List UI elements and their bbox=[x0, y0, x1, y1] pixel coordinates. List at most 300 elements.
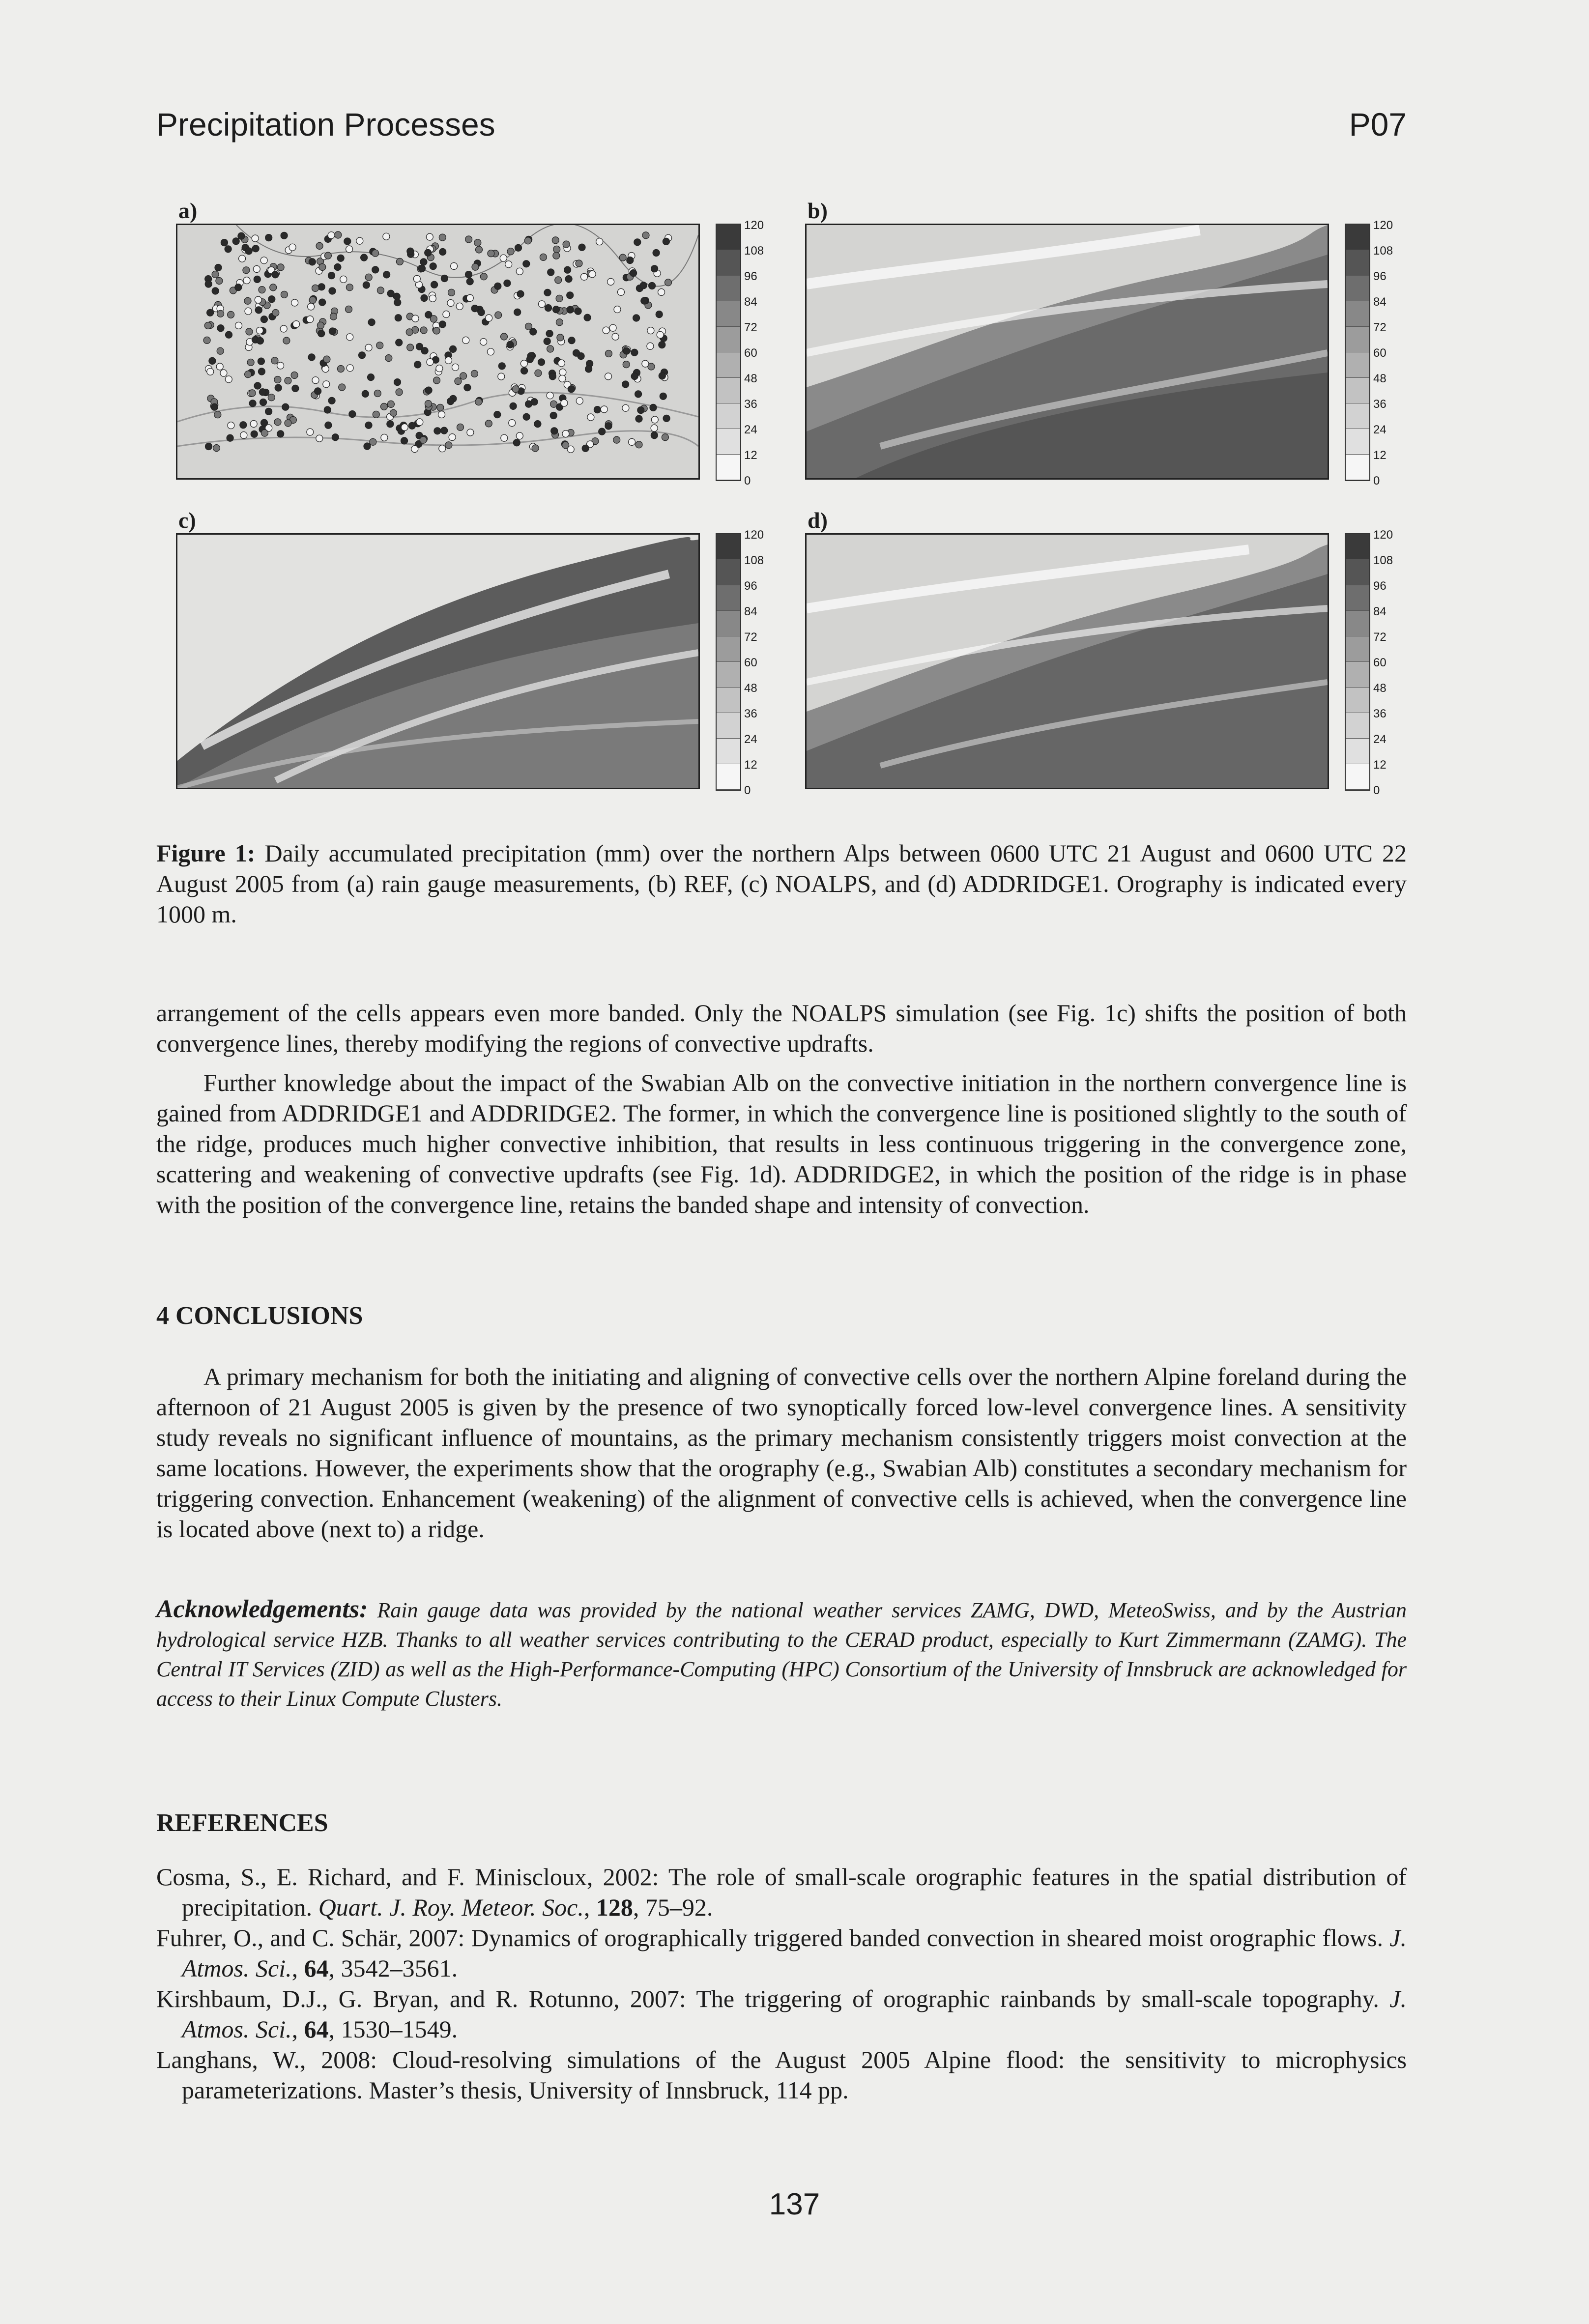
gauge-dot bbox=[525, 401, 532, 407]
map-addridge-svg bbox=[807, 535, 1328, 788]
gauge-dot bbox=[466, 294, 473, 301]
gauge-dot bbox=[240, 422, 247, 429]
gauge-dot bbox=[349, 411, 356, 418]
acknowledgements bbox=[156, 1595, 1407, 1714]
colorbar-segment bbox=[717, 455, 740, 480]
panel-label: a) bbox=[178, 198, 198, 223]
ack-text: Rain gauge data was provided by the national weather services ZAMG, DWD, MeteoSwiss, and by the Austrian hydrological service HZB. Thanks to all weather services contributing to the CERAD product, especially to Kurt Zimmermann (ZAMG). The Central IT Services (ZID) as well as the High-Performance-Computing (HPC) Consortium of the University of Innsbruck are acknowledged for access to their Linux Compute Clusters. bbox=[156, 1598, 1407, 1711]
gauge-dot bbox=[429, 295, 436, 302]
gauge-dot bbox=[565, 276, 572, 283]
gauge-dot bbox=[394, 379, 401, 386]
colorbar-tick-label: 36 bbox=[744, 707, 757, 720]
gauge-dot bbox=[317, 322, 324, 329]
gauge-dot bbox=[437, 404, 444, 411]
gauge-dot bbox=[274, 419, 281, 426]
gauge-dot bbox=[421, 347, 428, 354]
gauge-dot bbox=[213, 445, 220, 452]
gauge-dot bbox=[601, 406, 607, 413]
colorbar-tick-label: 36 bbox=[1373, 707, 1387, 720]
gauge-dot bbox=[254, 276, 260, 283]
gauge-dot bbox=[581, 273, 588, 280]
gauge-dot bbox=[328, 272, 335, 279]
gauge-dot bbox=[657, 331, 664, 338]
colorbar-segment bbox=[1346, 301, 1369, 327]
gauge-dot bbox=[289, 244, 296, 251]
colorbar-tick-label: 84 bbox=[744, 295, 757, 309]
paragraph-text: arrangement of the cells appears even more banded. Only the NOALPS simulation (see Fig. 1c) shifts the position of both convergence lines, thereby modifying the regions of convective updrafts. bbox=[156, 999, 1407, 1057]
gauge-dot bbox=[467, 429, 474, 436]
gauge-dot bbox=[516, 268, 523, 275]
panel-c bbox=[156, 501, 785, 796]
gauge-dot bbox=[439, 445, 446, 452]
gauge-dot bbox=[485, 420, 492, 427]
gauge-dot bbox=[212, 271, 219, 278]
panel-label: d) bbox=[808, 508, 828, 533]
gauge-dot bbox=[425, 387, 432, 394]
gauge-dot bbox=[401, 424, 408, 430]
gauge-dot bbox=[275, 384, 282, 391]
gauge-dot bbox=[658, 289, 665, 296]
gauge-dot bbox=[420, 436, 427, 443]
gauge-dot bbox=[642, 232, 649, 239]
gauge-dot bbox=[642, 360, 649, 367]
colorbar-tick-label: 72 bbox=[1373, 631, 1387, 644]
paragraph bbox=[156, 1361, 1407, 1544]
colorbar-ticks bbox=[744, 528, 783, 797]
gauge-dot bbox=[507, 248, 514, 255]
gauge-dot bbox=[420, 258, 427, 265]
gauge-dot bbox=[243, 267, 250, 274]
gauge-dot bbox=[370, 438, 376, 445]
gauge-dot bbox=[319, 264, 326, 271]
gauge-dot bbox=[340, 276, 347, 283]
colorbar-segment bbox=[717, 662, 740, 688]
colorbar-tick-label: 48 bbox=[1373, 372, 1387, 385]
gauge-dot bbox=[594, 406, 601, 413]
gauge-dot bbox=[462, 337, 469, 344]
colorbar-segment bbox=[1346, 636, 1369, 662]
gauge-dot bbox=[395, 315, 402, 321]
gauge-dot bbox=[547, 345, 554, 352]
gauge-dot bbox=[557, 334, 564, 341]
colorbar-tick-label: 60 bbox=[1373, 346, 1387, 360]
gauge-dot bbox=[406, 329, 413, 336]
gauge-dot bbox=[324, 252, 331, 259]
gauge-dot bbox=[636, 441, 642, 448]
gauge-dot bbox=[445, 442, 452, 449]
gauge-dot bbox=[245, 248, 252, 255]
gauge-dot bbox=[243, 277, 250, 284]
ref-authors: Cosma, S., E. Richard, and F. Miniscloux, 2002: The role of small-scale orographic features in the spatial distribution of precipitation. bbox=[156, 1863, 1407, 1921]
gauge-dot bbox=[411, 446, 418, 453]
map-noalps-svg bbox=[177, 535, 698, 788]
gauge-dot bbox=[596, 238, 603, 245]
colorbar-tick-label: 96 bbox=[744, 270, 757, 283]
gauge-dot bbox=[465, 236, 472, 243]
gauge-dot bbox=[215, 264, 222, 271]
gauge-dot bbox=[622, 381, 629, 388]
gauge-dot bbox=[546, 330, 553, 337]
figure-1 bbox=[156, 192, 1415, 806]
gauge-dot bbox=[346, 306, 352, 313]
gauge-dot bbox=[363, 282, 370, 288]
ack-label: Acknowledgements: bbox=[156, 1595, 368, 1623]
colorbar-tick-label: 24 bbox=[744, 733, 757, 746]
gauge-dot bbox=[258, 368, 265, 375]
gauge-dot bbox=[387, 421, 394, 428]
colorbar-tick-label: 12 bbox=[744, 758, 757, 772]
gauge-dot bbox=[647, 343, 654, 349]
gauge-dot bbox=[381, 434, 388, 441]
gauge-dot bbox=[261, 430, 268, 436]
gauge-dot bbox=[434, 428, 441, 434]
colorbar-segment bbox=[717, 739, 740, 764]
colorbar-tick-label: 72 bbox=[1373, 321, 1387, 334]
gauge-dot bbox=[505, 261, 512, 268]
gauge-dot bbox=[640, 282, 647, 289]
gauge-dot bbox=[433, 377, 440, 384]
gauge-dot bbox=[252, 235, 259, 242]
gauge-dot bbox=[587, 414, 594, 421]
gauge-dot bbox=[605, 423, 612, 430]
gauge-dot bbox=[225, 376, 232, 383]
gauge-dot bbox=[238, 232, 245, 239]
gauge-dot bbox=[455, 378, 462, 385]
gauge-dot bbox=[582, 445, 589, 452]
gauge-dot bbox=[551, 428, 558, 434]
gauge-dot bbox=[439, 249, 446, 256]
gauge-dot bbox=[538, 359, 545, 366]
colorbar-segment bbox=[1346, 352, 1369, 378]
paragraph-text: A primary mechanism for both the initiating and aligning of convective cells over the northern Alpine foreland during the afternoon of 21 August 2005 is given by the presence of two synoptically forced low-level convergence lines. A sensitivity study reveals no significant influence of mountains, as the primary mechanism consistently triggers moist convection at the same locations. However, the experiments show that the orography (e.g., Swabian Alb) constitutes a secondary mechanism for triggering convection. Enhancement (weakening) of the alignment of convective cells is achieved, when the convergence line is located above (next to) a ridge. bbox=[156, 1363, 1407, 1543]
gauge-dot bbox=[346, 246, 353, 253]
gauge-dot bbox=[228, 422, 234, 429]
colorbar bbox=[716, 224, 741, 481]
gauge-dot bbox=[559, 375, 566, 382]
gauge-dot bbox=[534, 421, 541, 428]
gauge-dot bbox=[567, 306, 574, 313]
gauge-dot bbox=[209, 357, 216, 364]
gauge-dot bbox=[217, 347, 224, 354]
colorbar-tick-label: 72 bbox=[744, 321, 757, 334]
ref-pages: , 3542–3561. bbox=[328, 1954, 458, 1982]
ref-sep: , bbox=[291, 1954, 304, 1982]
colorbar-segment bbox=[717, 636, 740, 662]
gauge-dot bbox=[315, 388, 321, 395]
gauge-dot bbox=[599, 428, 606, 435]
gauge-dot bbox=[387, 290, 394, 297]
gauge-dot bbox=[471, 305, 478, 312]
gauge-dot bbox=[559, 369, 566, 376]
gauge-dot bbox=[226, 331, 232, 338]
colorbar-segment bbox=[717, 276, 740, 301]
caption-label: Figure 1: bbox=[156, 839, 256, 867]
gauge-dot bbox=[312, 285, 319, 291]
gauge-dot bbox=[390, 409, 397, 416]
reference-item bbox=[156, 1922, 1407, 1983]
gauge-dot bbox=[205, 443, 212, 450]
colorbar-tick-label: 24 bbox=[1373, 733, 1387, 746]
colorbar-tick-label: 24 bbox=[744, 423, 757, 436]
gauge-dot bbox=[426, 233, 433, 240]
gauge-dot bbox=[329, 287, 336, 294]
colorbar-tick-label: 12 bbox=[744, 449, 757, 462]
gauge-dot bbox=[239, 255, 246, 262]
colorbar-tick-label: 108 bbox=[1373, 244, 1393, 258]
gauge-dot bbox=[235, 284, 242, 291]
gauge-dot bbox=[516, 432, 523, 439]
gauge-dot bbox=[387, 401, 394, 407]
colorbar-segment bbox=[1346, 688, 1369, 713]
colorbar-segment bbox=[717, 327, 740, 352]
gauge-dot bbox=[339, 384, 346, 391]
gauge-dot bbox=[368, 374, 375, 381]
gauge-dot bbox=[334, 264, 341, 271]
gauge-dot bbox=[548, 269, 554, 276]
gauge-dot bbox=[256, 327, 263, 334]
gauge-dot bbox=[217, 310, 224, 317]
gauge-dot bbox=[257, 338, 263, 344]
colorbar-tick-label: 0 bbox=[744, 784, 751, 797]
gauge-dot bbox=[346, 284, 353, 291]
panel-a bbox=[156, 192, 785, 487]
gauge-dot bbox=[396, 389, 403, 396]
gauge-dot bbox=[460, 373, 467, 379]
gauge-dot bbox=[605, 373, 612, 380]
gauge-dot bbox=[283, 337, 290, 344]
gauge-dot bbox=[573, 349, 580, 356]
precip-map bbox=[176, 224, 700, 480]
colorbar-segment bbox=[717, 378, 740, 403]
gauge-dot bbox=[649, 283, 656, 289]
colorbar-tick-label: 60 bbox=[1373, 656, 1387, 669]
colorbar-tick-label: 0 bbox=[1373, 784, 1380, 797]
gauge-dot bbox=[365, 274, 372, 281]
ref-journal: Quart. J. Roy. Meteor. Soc. bbox=[318, 1894, 584, 1921]
gauge-dot bbox=[260, 257, 267, 264]
gauge-dot bbox=[362, 390, 369, 397]
colorbar-segment bbox=[717, 560, 740, 585]
gauge-dot bbox=[438, 411, 445, 418]
gauge-dot bbox=[514, 309, 521, 316]
colorbar-tick-label: 48 bbox=[744, 372, 757, 385]
gauge-dot bbox=[538, 301, 545, 308]
gauge-dot bbox=[575, 308, 581, 315]
gauge-dot bbox=[253, 266, 260, 273]
gauge-dot bbox=[512, 386, 519, 393]
ref-volume: 64 bbox=[304, 2015, 329, 2043]
gauge-dot bbox=[576, 398, 583, 404]
colorbar-tick-label: 84 bbox=[1373, 295, 1387, 309]
colorbar-segment bbox=[1346, 250, 1369, 276]
gauge-dot bbox=[408, 422, 415, 429]
gauge-dot bbox=[430, 316, 437, 322]
colorbar-segment bbox=[717, 250, 740, 276]
colorbar-ticks bbox=[1373, 219, 1413, 488]
gauge-dot bbox=[308, 354, 315, 361]
gauge-dot bbox=[344, 238, 351, 245]
gauge-dot bbox=[228, 311, 234, 318]
gauge-dot bbox=[450, 345, 457, 352]
gauge-dot bbox=[603, 327, 609, 334]
gauge-dot bbox=[576, 260, 582, 267]
gauge-dot bbox=[562, 430, 569, 437]
gauge-dot bbox=[252, 245, 259, 252]
colorbar-tick-label: 12 bbox=[1373, 449, 1387, 462]
gauge-dot bbox=[451, 263, 458, 270]
colorbar-tick-label: 0 bbox=[1373, 474, 1380, 488]
gauge-dot bbox=[509, 420, 516, 427]
gauge-dot bbox=[254, 382, 261, 389]
gauge-dot bbox=[507, 341, 514, 348]
gauge-dot bbox=[634, 239, 641, 246]
gauge-dot bbox=[337, 366, 344, 373]
gauge-dot bbox=[401, 437, 408, 444]
section-heading: 4 CONCLUSIONS bbox=[156, 1302, 363, 1330]
gauge-dot bbox=[556, 319, 563, 326]
gauge-dot bbox=[550, 412, 557, 419]
gauge-dot bbox=[545, 305, 552, 312]
gauge-dot bbox=[235, 322, 242, 329]
gauge-dot bbox=[272, 271, 279, 278]
colorbar-tick-label: 120 bbox=[1373, 219, 1393, 232]
colorbar-tick-label: 96 bbox=[1373, 270, 1387, 283]
gauge-dot bbox=[618, 288, 625, 295]
gauge-dot bbox=[589, 271, 596, 278]
gauge-dot bbox=[547, 392, 553, 399]
gauge-dot bbox=[494, 411, 501, 418]
gauge-dot bbox=[501, 333, 508, 340]
gauge-dot bbox=[448, 289, 455, 296]
gauge-dot bbox=[227, 434, 233, 441]
gauge-dot bbox=[291, 299, 298, 306]
colorbar-tick-label: 48 bbox=[1373, 682, 1387, 695]
colorbar-tick-label: 108 bbox=[744, 244, 764, 258]
colorbar-segment bbox=[1346, 403, 1369, 429]
gauge-dot bbox=[504, 280, 511, 287]
references-list bbox=[156, 1862, 1407, 2105]
colorbar-segment bbox=[717, 585, 740, 611]
gauge-dot bbox=[441, 275, 448, 282]
section-title: Precipitation Processes bbox=[156, 106, 495, 143]
gauge-dot bbox=[549, 373, 556, 380]
colorbar-segment bbox=[717, 429, 740, 455]
gauge-dot bbox=[636, 415, 642, 422]
gauge-dot bbox=[659, 342, 665, 348]
gauge-dot bbox=[665, 279, 672, 286]
gauge-dot bbox=[293, 321, 300, 328]
colorbar bbox=[716, 533, 741, 791]
gauge-dot bbox=[521, 368, 528, 374]
gauge-dot bbox=[447, 398, 454, 405]
gauge-dot bbox=[613, 436, 620, 443]
gauge-dot bbox=[488, 250, 494, 257]
caption-text: Daily accumulated precipitation (mm) over the northern Alps between 0600 UTC 21 August and 0600 UTC 22 August 2005 from (a) rain gauge measurements, (b) REF, (c) NOALPS, and (d) ADDRIDGE1. Orography is indicated every 1000 m. bbox=[156, 839, 1407, 928]
gauge-dot bbox=[561, 400, 568, 406]
precip-map bbox=[805, 533, 1329, 789]
gauge-dot bbox=[247, 359, 254, 366]
gauge-dot bbox=[271, 357, 278, 364]
gauge-dot bbox=[330, 313, 337, 320]
gauge-dot bbox=[622, 404, 629, 411]
colorbar-segment bbox=[1346, 611, 1369, 636]
colorbar-segment bbox=[717, 403, 740, 429]
map-gauge-svg bbox=[177, 225, 698, 478]
reference-item bbox=[156, 2044, 1407, 2105]
gauge-dot bbox=[623, 347, 630, 354]
colorbar-segment bbox=[1346, 276, 1369, 301]
gauge-dot bbox=[268, 296, 275, 303]
gauge-dot bbox=[630, 270, 637, 277]
page-number: 137 bbox=[769, 2187, 820, 2221]
gauge-dot bbox=[564, 266, 571, 273]
gauge-dot bbox=[656, 311, 663, 318]
gauge-dot bbox=[515, 244, 522, 251]
gauge-dot bbox=[265, 234, 272, 241]
gauge-dot bbox=[523, 413, 530, 420]
gauge-dot bbox=[447, 300, 454, 307]
colorbar-ticks bbox=[744, 219, 783, 488]
gauge-dot bbox=[205, 281, 212, 287]
gauge-dot bbox=[623, 361, 630, 368]
gauge-dot bbox=[292, 385, 299, 392]
reference-item bbox=[156, 1983, 1407, 2044]
gauge-dot bbox=[524, 237, 531, 244]
gauge-dot bbox=[250, 421, 257, 428]
gauge-dot bbox=[513, 439, 520, 446]
session-code: P07 bbox=[1349, 106, 1407, 143]
gauge-dot bbox=[471, 370, 478, 377]
gauge-dot bbox=[494, 283, 501, 289]
gauge-dot bbox=[585, 366, 592, 373]
gauge-dot bbox=[659, 373, 665, 379]
gauge-dot bbox=[439, 321, 446, 328]
colorbar-tick-label: 84 bbox=[1373, 605, 1387, 618]
gauge-dot bbox=[365, 344, 372, 351]
gauge-dot bbox=[612, 333, 619, 340]
gauge-dot bbox=[558, 360, 565, 367]
gauge-dot bbox=[281, 232, 288, 239]
gauge-dot bbox=[329, 328, 336, 335]
colorbar bbox=[1345, 224, 1370, 481]
gauge-dot bbox=[282, 403, 289, 410]
gauge-dot bbox=[217, 325, 224, 332]
gauge-dot bbox=[641, 297, 648, 304]
colorbar-tick-label: 72 bbox=[744, 631, 757, 644]
colorbar-segment bbox=[717, 688, 740, 713]
colorbar-segment bbox=[717, 611, 740, 636]
gauge-dot bbox=[307, 429, 314, 435]
gauge-dot bbox=[523, 260, 530, 267]
gauge-dot bbox=[211, 403, 218, 410]
gauge-dot bbox=[261, 419, 268, 426]
gauge-dot bbox=[265, 408, 272, 415]
gauge-dot bbox=[280, 325, 287, 332]
gauge-dot bbox=[323, 381, 330, 388]
gauge-dot bbox=[553, 246, 560, 253]
gauge-dot bbox=[328, 397, 335, 404]
gauge-dot bbox=[525, 323, 532, 330]
ref-pages: , 1530–1549. bbox=[328, 2015, 458, 2043]
gauge-dot bbox=[364, 443, 371, 450]
gauge-dot bbox=[216, 278, 223, 285]
gauge-dot bbox=[486, 315, 492, 321]
colorbar-segment bbox=[717, 764, 740, 790]
ref-authors: Langhans, W., 2008: Cloud-resolving simulations of the August 2005 Alpine flood: the sensitivity to microphysics parameterizations. Master’s thesis, University of Innsbruck, 114 pp. bbox=[156, 2046, 1407, 2104]
colorbar-tick-label: 120 bbox=[1373, 528, 1393, 542]
gauge-dot bbox=[396, 258, 403, 265]
gauge-dot bbox=[651, 416, 658, 423]
